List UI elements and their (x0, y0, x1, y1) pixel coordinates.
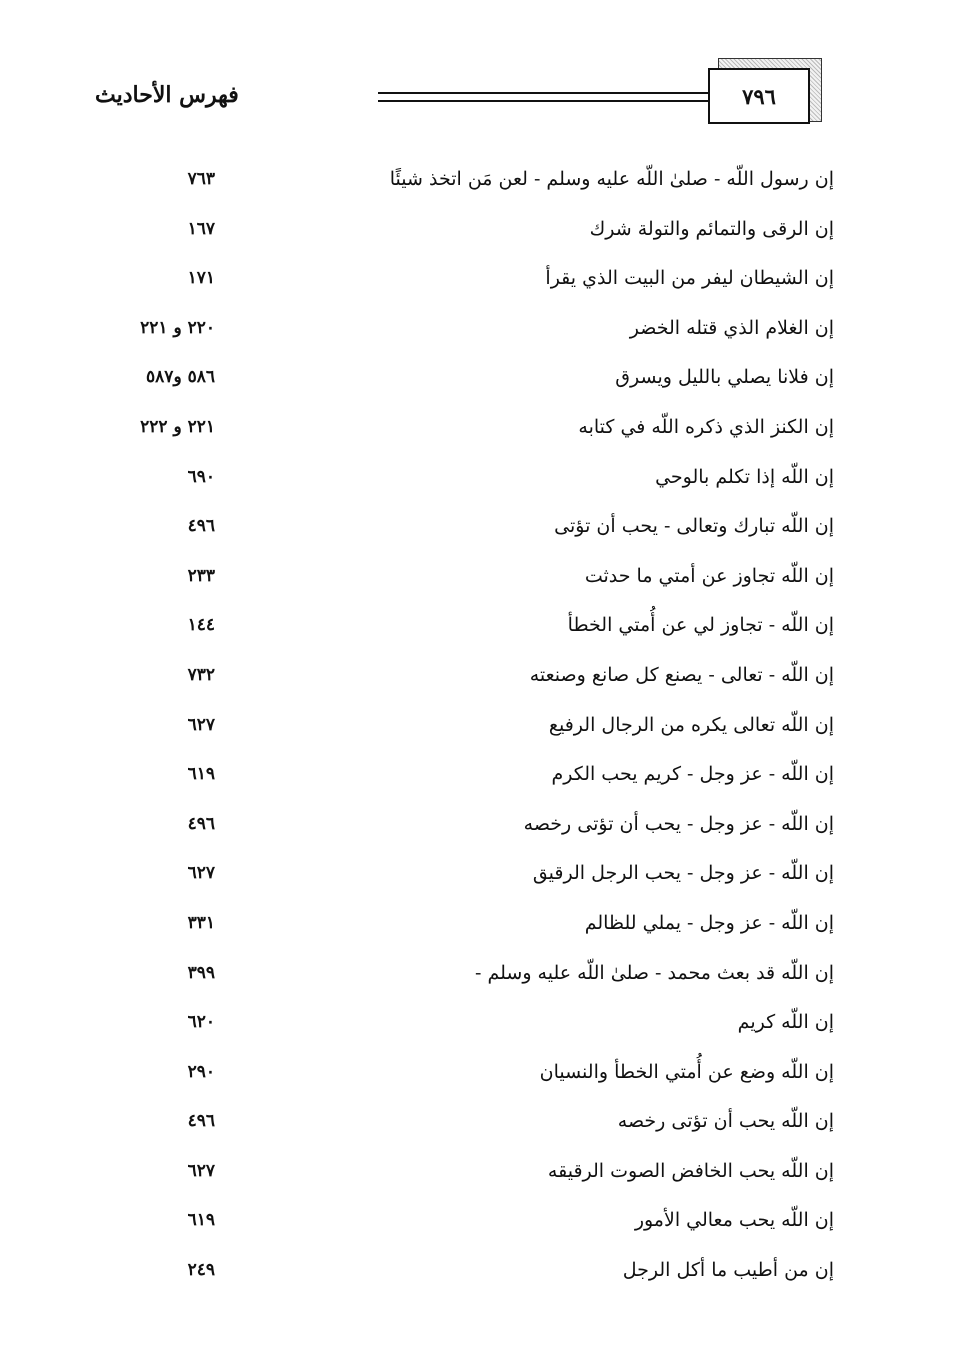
hadith-text: إن اللّه يحب الخافض الصوت الرقيقه (547, 1159, 834, 1182)
index-entry (0, 854, 954, 904)
hadith-text: إن اللّه إذا تكلم بالوحي (655, 465, 834, 488)
page-reference: ٦٢٧ (187, 863, 215, 884)
hadith-text: إن اللّه كريم (737, 1011, 834, 1034)
index-entry (0, 358, 954, 408)
index-entry (0, 656, 954, 706)
hadith-text: إن الكنز الذي ذكره اللّه في كتابه (578, 415, 834, 438)
page-reference: ٢٩٠ (187, 1061, 215, 1082)
hadith-text: إن الغلام الذي قتله الخضر (629, 316, 834, 339)
hadith-text: إن اللّه يحب أن تؤتى رخصه (617, 1110, 834, 1133)
page-reference: ٦٢٧ (187, 1160, 215, 1181)
hadith-text: إن اللّه - عز وجل - يملي للظالم (584, 911, 834, 934)
page-reference: ٤٩٦ (187, 1111, 215, 1132)
index-entry (0, 1251, 954, 1301)
hadith-text: إن اللّه تجاوز عن أمتي ما حدثت (584, 564, 834, 587)
index-entry (0, 1003, 954, 1053)
page-reference: ٧٦٣ (187, 169, 215, 189)
index-entry (0, 706, 954, 756)
hadith-text: إن اللّه تعالى يكره من الرجال الرفيع (548, 713, 834, 736)
index-entry (0, 606, 954, 656)
index-entry (0, 805, 954, 855)
page-reference: ١٧١ (187, 268, 215, 289)
hadith-index-list (0, 160, 954, 1301)
page-reference: ٧٣٢ (187, 664, 215, 685)
hadith-text: إن من أطيب ما أكل الرجل (622, 1259, 834, 1282)
hadith-text: إن اللّه - تعالى - يصنع كل صانع وصنعته (529, 663, 834, 686)
page-reference: ٦١٩ (187, 764, 215, 785)
hadith-text: إن اللّه قد بعث محمد - صلىٰ اللّه عليه وسلم - (475, 961, 834, 984)
hadith-text: إن اللّه - عز وجل - يحب أن تؤتى رخصه (523, 812, 834, 835)
page-header (0, 0, 954, 150)
hadith-text: إن اللّه تبارك وتعالى - يحب أن تؤتى (554, 515, 834, 538)
hadith-text: إن رسول اللّه - صلىٰ اللّه عليه وسلم - لعن مَن اتخذ شيئًا (389, 168, 834, 190)
index-entry (0, 1201, 954, 1251)
index-entry (0, 309, 954, 359)
page-reference: ٢٤٩ (187, 1260, 215, 1281)
index-entry (0, 1102, 954, 1152)
page-title: فهرس الأحاديث (95, 82, 239, 108)
hadith-text: إن اللّه - تجاوز لي عن أُمتي الخطأ (567, 614, 834, 637)
hadith-text: إن الرقى والتمائم والتولة شرك (589, 217, 834, 240)
page-reference: ٦٢٠ (187, 1012, 215, 1033)
page-reference: ٦٩٠ (187, 466, 215, 487)
index-entry (0, 408, 954, 458)
page-reference: ٥٨٦ و٥٨٧ (146, 367, 215, 388)
page-reference: ١٤٤ (187, 615, 215, 636)
header-rule (378, 92, 710, 102)
index-entry (0, 507, 954, 557)
hadith-text: إن اللّه وضع عن أُمتي الخطأ والنسيان (539, 1060, 834, 1083)
index-entry (0, 458, 954, 508)
hadith-text: إن فلانا يصلي بالليل ويسرق (615, 366, 834, 389)
page-number-box (708, 68, 810, 124)
hadith-text: إن اللّه - عز وجل - يحب الرجل الرقيق (532, 862, 834, 885)
index-entry (0, 259, 954, 309)
page-reference: ١٦٧ (187, 218, 215, 239)
page-reference: ٢٣٣ (187, 565, 215, 586)
hadith-text: إن الشيطان ليفر من البيت الذي يقرأ (545, 267, 834, 290)
index-entry (0, 1053, 954, 1103)
index-entry (0, 210, 954, 260)
index-entry (0, 160, 954, 210)
index-entry (0, 755, 954, 805)
hadith-text: إن اللّه يحب معالي الأمور (634, 1209, 834, 1232)
hadith-text: إن اللّه - عز وجل - كريم يحب الكرم (551, 763, 834, 786)
page-reference: ٣٩٩ (187, 962, 215, 983)
page-reference: ٣٣١ (187, 912, 215, 933)
index-entry (0, 904, 954, 954)
index-entry (0, 954, 954, 1004)
page-reference: ٢٢١ و ٢٢٢ (140, 416, 215, 437)
page-reference: ٢٢٠ و ٢٢١ (140, 317, 215, 338)
page-reference: ٤٩٦ (187, 813, 215, 834)
page-reference: ٦٢٧ (187, 714, 215, 735)
page-reference: ٤٩٦ (187, 516, 215, 537)
index-entry (0, 557, 954, 607)
page-reference: ٦١٩ (187, 1210, 215, 1231)
index-entry (0, 1152, 954, 1202)
page-number: ٧٩٦ (742, 83, 776, 109)
